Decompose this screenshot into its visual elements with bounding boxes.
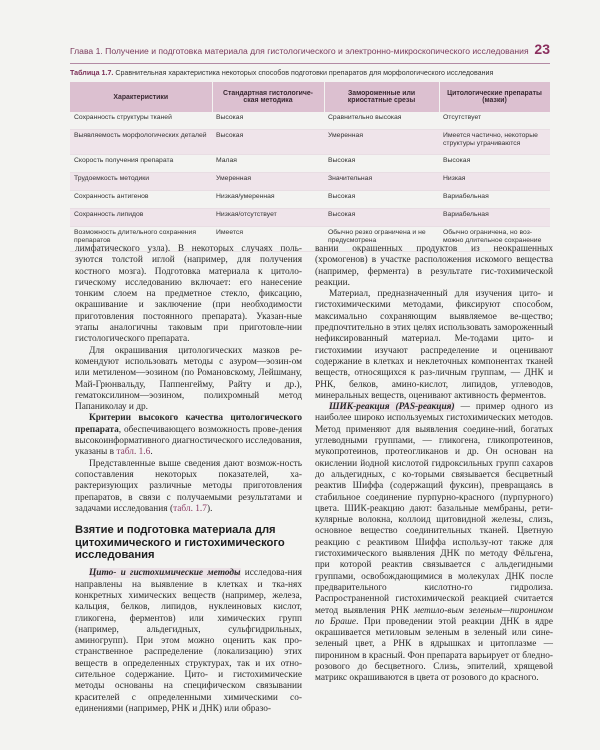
page-number: 23	[534, 41, 550, 57]
bold-lead: Критерии высокого качества цитологического препарата	[75, 413, 302, 435]
table-cell: Значительная	[324, 173, 439, 191]
italic-term: метило-вым зеленым—пиронином по Браше	[315, 605, 554, 627]
table-cell: Высокая	[212, 112, 324, 130]
table-cell: Умеренная	[212, 173, 324, 191]
table-cell: Имеется частично, некоторые структуры утрачиваются	[439, 130, 550, 155]
paragraph-text: исследова-ния направлены на выявление в клетках и тка-нях конкретных химических веществ (например, железа, кальция, белков, липидов, нуклеиновых кислот, гликогена, ферментов) или химических групп (например, альдегидных, сульфгидрильных, аминогрупп). При этом можно оценить как про-странственное распределение (локализацию) этих веществ в определенных структурах, так и их отно-сительное содержание. Цито- и гистохимические методы основаны на специфическом связывании красителей с определенными химическими со-единениями (например, РНК и ДНК) или образо-	[75, 568, 302, 714]
table-cell: Вариабельная	[439, 209, 550, 227]
table-cell: Выявляемость морфологических деталей	[70, 130, 212, 155]
table-cell: Имеется	[212, 227, 324, 252]
table-cell: Сравнительно высокая	[324, 112, 439, 130]
table-cell: Высокая	[324, 155, 439, 173]
table-cell: Высокая	[212, 130, 324, 155]
paragraph: Материал, предназначенный для изучения цито- и гистохимическими методами, фиксируют способом, максимально сохраняющим выявляемое ве-щество; предпочтительно в этих целях использовать замороженный нефиксированный материал. Ме-тодами цито- и гистохимии изучают распределение и оценивают содержание в клетках и неклеточных компонентах тканей веществ, относящихся к раз-личным группам, — ДНК и РНК, белков, амино-кислот, липидов, углеводов, минеральных веществ, оценивают активность ферментов.	[315, 289, 553, 401]
table-cell: Обычно ограничена, но воз-можно длительное сохранение	[439, 227, 550, 252]
table-cell: Высокая	[324, 191, 439, 209]
table-cell: Высокая	[324, 209, 439, 227]
paragraph-text: Представленные выше сведения дают возмож-ность сопоставления некоторых показателей, ха-рактеризующих различные методы приготовления препаратов, в связи с получаемыми результатами и задачами исследования (	[75, 458, 302, 514]
table-label: Таблица 1.7.	[70, 69, 114, 77]
paragraph	[75, 568, 302, 715]
paragraph	[75, 459, 302, 515]
paragraph-text: . При проведении этой реакции ДНК в ядре окрашивается метиловым зеленым в зеленый или сине-зеленый цвет, а РНК в ядрышках и цитоплазме — пиронином в красный. Фон препарата варьирует от бледно-розового до бесцветного. Слизь, эпителий, хрящевой матрикс окрашиваются в цвета от розового до красного.	[315, 616, 553, 684]
table-row	[70, 173, 550, 191]
table-header-cell: Замороженные или криостатные срезы	[324, 82, 439, 112]
table-cell: Трудоемкость методики	[70, 173, 212, 191]
table-cell: Обычно резко ограничена и не предусмотрена	[324, 227, 439, 252]
right-column	[315, 244, 553, 685]
table-cell: Возможность длительного сохранения препаратов	[70, 227, 212, 252]
section-title: Взятие и подготовка материала для цитохимического и гистохимического исследования	[75, 524, 285, 561]
table-row	[70, 130, 550, 155]
paragraph-text: — пример одного из наиболее широко используемых гистохимических методов. Метод применяют для выявления соедине-ний, богатых углеводными группами, — гликогена, гликопротеинов, мукопротеинов, протеогликанов и др. Он основан на окислении йодной кислотой гидроксильных групп сахаров до альдегидных, с ко-торыми связывается бесцветный реактив Шиффа (содержащий фуксин), превращаясь в стабильное соединение пурпурно-красного (пурпурного) цвета. ШИК-реакцию дают: базальные мембраны, рети-кулярные волокна, коллоид щитовидной железы, слизь, основное вещество соединительных тканей. Цветную реакцию с реактивом Шиффа использу-ют также для гистохимического выявления ДНК по методу Фёльгена, при которой реактив связывается с альдегидными группами, освобождающимися в молекулах ДНК после предварительного кислотно-го гидролиза. Распространенной гистохимической реакцией считается метод выявления РНК	[315, 402, 553, 616]
paragraph: лимфатического узла). В некоторых случаях поль-зуются толстой иглой (например, для получения костного мозга). Подготовка материала к цитоло-гическому исследованию включает: его нанесение тонким слоем на предметное стекло, фиксацию, окрашивание и заключение (при необходимости приготовления постоянного препарата). Указан-ные этапы аналогичны таковым при приготовле-нии гистологического препарата.	[75, 244, 302, 345]
table-cell: Сохранность антигенов	[70, 191, 212, 209]
table-reference-link[interactable]: табл. 1.6	[116, 447, 151, 458]
italic-term: Цито- и гистохимические методы	[89, 568, 241, 579]
table-row	[70, 155, 550, 173]
paragraph-text: , обеспечивающего возможность прове-дения высокоинформативного диагностического исследования, указаны в	[75, 424, 302, 458]
table-cell: Скорость получения препарата	[70, 155, 212, 173]
table-row	[70, 112, 550, 130]
table-cell: Высокая	[439, 155, 550, 173]
paragraph-text: ).	[206, 503, 213, 514]
header-rule	[70, 63, 550, 64]
paragraph: вании окрашенных продуктов из неокрашенных (хромогенов) в участке расположения искомого вещества (например, фермента) в результате гис-тохимической реакции.	[315, 244, 553, 288]
table-cell: Низкая/отсутствует	[212, 209, 324, 227]
table-cell: Низкая/умеренная	[212, 191, 324, 209]
table-row	[70, 209, 550, 227]
table-caption	[70, 69, 550, 77]
paragraph	[75, 413, 302, 458]
table-header-row	[70, 82, 550, 112]
table-header-cell: Стандартная гистологиче-ская методика	[212, 82, 324, 112]
paragraph-text: .	[150, 447, 153, 458]
table-reference-link[interactable]: табл. 1.7	[173, 503, 207, 514]
table-cell: Сохранность структуры тканей	[70, 112, 212, 130]
table-cell: Малая	[212, 155, 324, 173]
table-row	[70, 191, 550, 209]
table-cell: Умеренная	[324, 130, 439, 155]
running-header	[70, 41, 550, 64]
italic-term: ШИК-реакция (PAS-реакция)	[329, 402, 455, 413]
table-cell: Сохранность липидов	[70, 209, 212, 227]
table-caption-text: Сравнительная характеристика некоторых способов подготовки препаратов для морфологического исследования	[115, 69, 494, 77]
paragraph: Для окрашивания цитологических мазков ре-комендуют использовать методы с азуром—эозин-ом или метиленом—эозином (по Романовскому, Лейшману, Май-Грюнвальду, Паппенгейму, Райту и др.), гематоксилином—эозином, полихромный метод Папаниколау и др.	[75, 345, 302, 413]
paragraph	[315, 402, 553, 684]
comparison-table	[70, 82, 551, 252]
table-header-cell: Цитологические препараты (мазки)	[439, 82, 550, 112]
table-cell: Низкая	[439, 173, 550, 191]
left-column	[75, 244, 302, 715]
table-cell: Отсутствует	[439, 112, 550, 130]
table-cell: Вариабельная	[439, 191, 550, 209]
table-header-cell: Характеристики	[70, 82, 212, 112]
chapter-title: Глава 1. Получение и подготовка материала для гистологического и электронно-микроскопического исследования	[70, 46, 529, 56]
